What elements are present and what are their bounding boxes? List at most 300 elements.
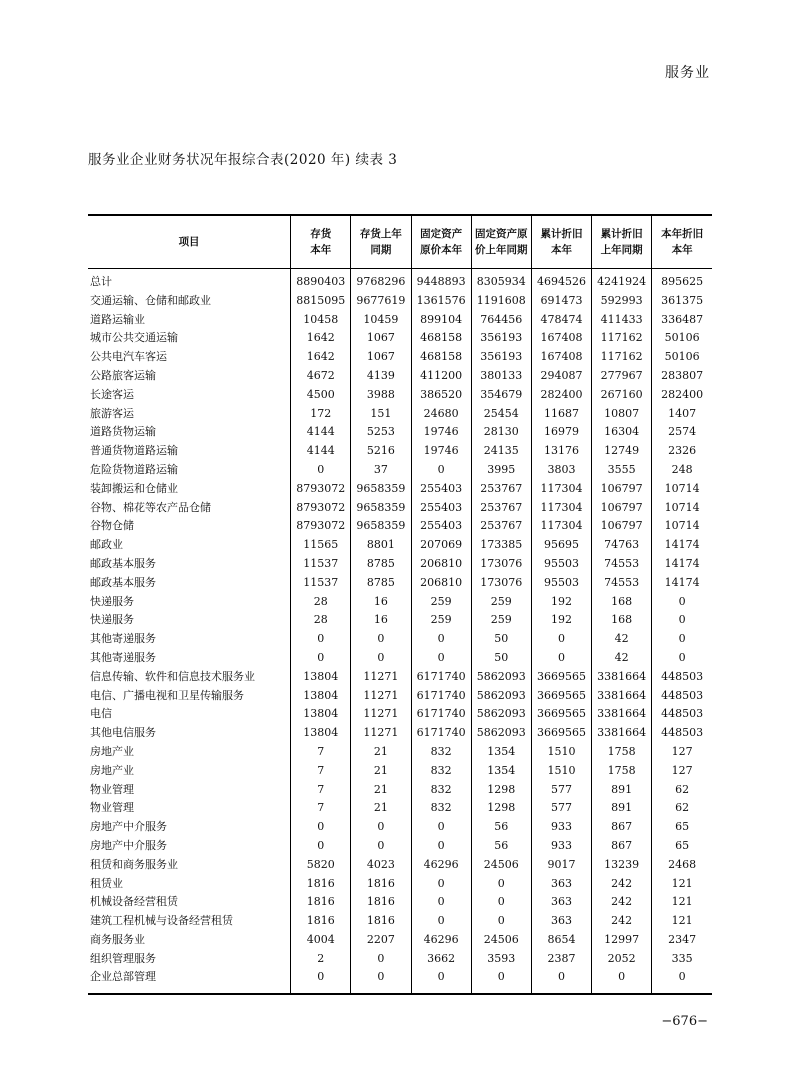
table-cell: 7 bbox=[291, 762, 351, 781]
table-cell: 11271 bbox=[351, 687, 411, 706]
column-header-line: 本年折旧 bbox=[661, 228, 704, 240]
table-row bbox=[88, 931, 712, 950]
table-row bbox=[88, 893, 712, 912]
table-cell: 6171740 bbox=[411, 724, 471, 743]
table-cell: 9658359 bbox=[351, 517, 411, 536]
table-cell: 3555 bbox=[592, 461, 652, 480]
table-cell: 277967 bbox=[592, 367, 652, 386]
table-cell: 1816 bbox=[351, 893, 411, 912]
table-cell: 5820 bbox=[291, 856, 351, 875]
row-label: 房地产业 bbox=[90, 744, 134, 758]
column-header bbox=[411, 215, 471, 269]
table-cell: 3381664 bbox=[592, 724, 652, 743]
table-cell: 5253 bbox=[351, 423, 411, 442]
table-row bbox=[88, 292, 712, 311]
table-cell: 3662 bbox=[411, 950, 471, 969]
table-cell: 168 bbox=[592, 611, 652, 630]
table-cell: 74553 bbox=[592, 555, 652, 574]
table-cell: 255403 bbox=[411, 517, 471, 536]
column-header-line: 存货 bbox=[310, 228, 332, 240]
table-cell: 168 bbox=[592, 593, 652, 612]
table-cell: 933 bbox=[531, 818, 591, 837]
table-cell: 448503 bbox=[652, 724, 712, 743]
table-cell: 0 bbox=[411, 630, 471, 649]
row-label: 公共电汽车客运 bbox=[90, 350, 167, 364]
table-cell: 356193 bbox=[471, 329, 531, 348]
table-cell: 127 bbox=[652, 743, 712, 762]
table-cell: 46296 bbox=[411, 856, 471, 875]
table-cell: 0 bbox=[351, 630, 411, 649]
table-cell: 11537 bbox=[291, 555, 351, 574]
row-label: 快递服务 bbox=[90, 613, 134, 627]
table-cell: 3669565 bbox=[531, 668, 591, 687]
table-cell: 13804 bbox=[291, 724, 351, 743]
table-cell: 9658359 bbox=[351, 499, 411, 518]
table-cell: 192 bbox=[531, 593, 591, 612]
table-row bbox=[88, 856, 712, 875]
table-cell: 577 bbox=[531, 799, 591, 818]
table-cell: 3669565 bbox=[531, 705, 591, 724]
table-row bbox=[88, 517, 712, 536]
row-label: 租赁和商务服务业 bbox=[90, 857, 178, 871]
table-cell: 248 bbox=[652, 461, 712, 480]
table-cell: 65 bbox=[652, 818, 712, 837]
table-cell: 0 bbox=[531, 649, 591, 668]
table-cell: 0 bbox=[531, 630, 591, 649]
table-cell: 10807 bbox=[592, 405, 652, 424]
table-cell: 8793072 bbox=[291, 480, 351, 499]
table-cell: 12997 bbox=[592, 931, 652, 950]
table-cell: 117304 bbox=[531, 499, 591, 518]
table-cell: 832 bbox=[411, 781, 471, 800]
table-cell: 0 bbox=[411, 649, 471, 668]
table-cell: 933 bbox=[531, 837, 591, 856]
table-cell: 24506 bbox=[471, 856, 531, 875]
table-cell: 117162 bbox=[592, 348, 652, 367]
table-cell: 1510 bbox=[531, 743, 591, 762]
table-cell: 2574 bbox=[652, 423, 712, 442]
table-cell: 13804 bbox=[291, 668, 351, 687]
table-row bbox=[88, 687, 712, 706]
table-cell: 411200 bbox=[411, 367, 471, 386]
table-cell: 16304 bbox=[592, 423, 652, 442]
table-row bbox=[88, 649, 712, 668]
table-cell: 282400 bbox=[531, 386, 591, 405]
table-cell: 468158 bbox=[411, 329, 471, 348]
table-cell: 8793072 bbox=[291, 499, 351, 518]
table-cell: 0 bbox=[411, 818, 471, 837]
table-cell: 19746 bbox=[411, 442, 471, 461]
table-cell: 259 bbox=[471, 611, 531, 630]
row-label: 装卸搬运和仓储业 bbox=[90, 481, 178, 495]
table-cell: 1816 bbox=[351, 875, 411, 894]
table-row bbox=[88, 781, 712, 800]
table-cell: 2387 bbox=[531, 950, 591, 969]
table-cell: 10714 bbox=[652, 517, 712, 536]
table-row bbox=[88, 875, 712, 894]
table-cell: 10459 bbox=[351, 311, 411, 330]
table-cell: 1067 bbox=[351, 348, 411, 367]
table-cell: 21 bbox=[351, 799, 411, 818]
page-header: 服务业 bbox=[665, 65, 710, 81]
column-header bbox=[592, 215, 652, 269]
table-cell: 2326 bbox=[652, 442, 712, 461]
table-row bbox=[88, 499, 712, 518]
table-cell: 56 bbox=[471, 837, 531, 856]
table-cell: 4672 bbox=[291, 367, 351, 386]
table-cell: 5862093 bbox=[471, 687, 531, 706]
table-cell: 0 bbox=[652, 593, 712, 612]
table-cell: 2207 bbox=[351, 931, 411, 950]
table-row bbox=[88, 480, 712, 499]
table-cell: 0 bbox=[351, 950, 411, 969]
table-cell: 0 bbox=[291, 818, 351, 837]
table-cell: 3995 bbox=[471, 461, 531, 480]
row-label: 企业总部管理 bbox=[90, 970, 156, 984]
table-cell: 283807 bbox=[652, 367, 712, 386]
table-cell: 255403 bbox=[411, 480, 471, 499]
table-cell: 2052 bbox=[592, 950, 652, 969]
table-cell: 4139 bbox=[351, 367, 411, 386]
table-cell: 50106 bbox=[652, 348, 712, 367]
table-cell: 0 bbox=[411, 837, 471, 856]
table-cell: 242 bbox=[592, 912, 652, 931]
table-row bbox=[88, 630, 712, 649]
table-cell: 4023 bbox=[351, 856, 411, 875]
column-header-line: 存货上年 bbox=[359, 228, 402, 240]
table-row bbox=[88, 423, 712, 442]
table-cell: 42 bbox=[592, 649, 652, 668]
table-row bbox=[88, 743, 712, 762]
table-cell: 0 bbox=[351, 649, 411, 668]
table-cell: 46296 bbox=[411, 931, 471, 950]
table-cell: 867 bbox=[592, 837, 652, 856]
table-cell: 0 bbox=[471, 968, 531, 994]
table-cell: 0 bbox=[592, 968, 652, 994]
column-header-line: 本年 bbox=[550, 244, 572, 256]
table-cell: 3669565 bbox=[531, 687, 591, 706]
table-row bbox=[88, 724, 712, 743]
table-cell: 10458 bbox=[291, 311, 351, 330]
table-cell: 167408 bbox=[531, 348, 591, 367]
table-cell: 10714 bbox=[652, 480, 712, 499]
table-cell: 386520 bbox=[411, 386, 471, 405]
table-cell: 8890403 bbox=[291, 269, 351, 292]
row-label: 租赁业 bbox=[90, 876, 123, 890]
table-cell: 24506 bbox=[471, 931, 531, 950]
table-row bbox=[88, 574, 712, 593]
table-cell: 74763 bbox=[592, 536, 652, 555]
table-cell: 1067 bbox=[351, 329, 411, 348]
table-cell: 4144 bbox=[291, 442, 351, 461]
row-label: 建筑工程机械与设备经营租赁 bbox=[90, 914, 233, 928]
table-cell: 2 bbox=[291, 950, 351, 969]
table-cell: 2468 bbox=[652, 856, 712, 875]
row-label: 道路运输业 bbox=[90, 312, 145, 326]
table-cell: 7 bbox=[291, 743, 351, 762]
table-cell: 5862093 bbox=[471, 705, 531, 724]
row-label: 城市公共交通运输 bbox=[90, 331, 178, 345]
table-cell: 8305934 bbox=[471, 269, 531, 292]
table-cell: 354679 bbox=[471, 386, 531, 405]
table-cell: 242 bbox=[592, 893, 652, 912]
row-label: 房地产业 bbox=[90, 763, 134, 777]
row-label: 普通货物道路运输 bbox=[90, 444, 178, 458]
table-cell: 253767 bbox=[471, 480, 531, 499]
table-cell: 16 bbox=[351, 611, 411, 630]
table-cell: 16979 bbox=[531, 423, 591, 442]
table-cell: 0 bbox=[652, 649, 712, 668]
table-cell: 127 bbox=[652, 762, 712, 781]
table-cell: 121 bbox=[652, 893, 712, 912]
table-cell: 3803 bbox=[531, 461, 591, 480]
table-cell: 11537 bbox=[291, 574, 351, 593]
table-cell: 42 bbox=[592, 630, 652, 649]
table-cell: 56 bbox=[471, 818, 531, 837]
table-row bbox=[88, 762, 712, 781]
row-label: 电信 bbox=[90, 707, 112, 721]
table-cell: 5216 bbox=[351, 442, 411, 461]
table-cell: 8654 bbox=[531, 931, 591, 950]
table-cell: 6171740 bbox=[411, 668, 471, 687]
table-cell: 95695 bbox=[531, 536, 591, 555]
row-label: 物业管理 bbox=[90, 782, 134, 796]
table-cell: 1642 bbox=[291, 329, 351, 348]
table-cell: 3988 bbox=[351, 386, 411, 405]
table-row bbox=[88, 968, 712, 994]
table-cell: 62 bbox=[652, 799, 712, 818]
row-label: 其他电信服务 bbox=[90, 726, 156, 740]
table-cell: 95503 bbox=[531, 574, 591, 593]
table-cell: 117304 bbox=[531, 517, 591, 536]
table-cell: 65 bbox=[652, 837, 712, 856]
table-cell: 25454 bbox=[471, 405, 531, 424]
table-title: 服务业企业财务状况年报综合表(2020 年) 续表 3 bbox=[88, 152, 398, 168]
row-label: 商务服务业 bbox=[90, 932, 145, 946]
table-cell: 1298 bbox=[471, 799, 531, 818]
table-cell: 16 bbox=[351, 593, 411, 612]
column-header bbox=[652, 215, 712, 269]
column-header-line: 上年同期 bbox=[600, 244, 643, 256]
table-cell: 1816 bbox=[291, 893, 351, 912]
table-cell: 13176 bbox=[531, 442, 591, 461]
table-cell: 4241924 bbox=[592, 269, 652, 292]
table-cell: 24135 bbox=[471, 442, 531, 461]
table-row bbox=[88, 329, 712, 348]
column-header-line: 原价本年 bbox=[420, 244, 463, 256]
table-cell: 0 bbox=[291, 649, 351, 668]
column-header bbox=[471, 215, 531, 269]
table-cell: 3381664 bbox=[592, 705, 652, 724]
table-cell: 21 bbox=[351, 762, 411, 781]
table-cell: 0 bbox=[351, 837, 411, 856]
table-cell: 7 bbox=[291, 799, 351, 818]
table-row bbox=[88, 950, 712, 969]
table-cell: 28 bbox=[291, 593, 351, 612]
table-cell: 363 bbox=[531, 912, 591, 931]
table-cell: 4144 bbox=[291, 423, 351, 442]
table-cell: 592993 bbox=[592, 292, 652, 311]
table-cell: 8793072 bbox=[291, 517, 351, 536]
table-cell: 4694526 bbox=[531, 269, 591, 292]
table-row bbox=[88, 912, 712, 931]
table-cell: 13804 bbox=[291, 687, 351, 706]
table-cell: 121 bbox=[652, 875, 712, 894]
table-cell: 2347 bbox=[652, 931, 712, 950]
table-cell: 253767 bbox=[471, 499, 531, 518]
table-cell: 259 bbox=[411, 593, 471, 612]
table-cell: 151 bbox=[351, 405, 411, 424]
table-cell: 0 bbox=[291, 461, 351, 480]
table-cell: 8785 bbox=[351, 574, 411, 593]
table-cell: 1361576 bbox=[411, 292, 471, 311]
column-header-line: 价上年同期 bbox=[475, 244, 528, 256]
table-row bbox=[88, 442, 712, 461]
table-cell: 117304 bbox=[531, 480, 591, 499]
table-cell: 0 bbox=[291, 630, 351, 649]
column-header-line: 本年 bbox=[310, 244, 332, 256]
table-cell: 106797 bbox=[592, 517, 652, 536]
table-row bbox=[88, 611, 712, 630]
table-cell: 336487 bbox=[652, 311, 712, 330]
row-label: 其他寄递服务 bbox=[90, 650, 156, 664]
table-cell: 259 bbox=[411, 611, 471, 630]
row-label: 公路旅客运输 bbox=[90, 368, 156, 382]
table-cell: 192 bbox=[531, 611, 591, 630]
table-row bbox=[88, 405, 712, 424]
table-cell: 12749 bbox=[592, 442, 652, 461]
table-cell: 206810 bbox=[411, 574, 471, 593]
table-cell: 335 bbox=[652, 950, 712, 969]
table-cell: 577 bbox=[531, 781, 591, 800]
row-label: 邮政基本服务 bbox=[90, 575, 156, 589]
table-cell: 95503 bbox=[531, 555, 591, 574]
table-cell: 10714 bbox=[652, 499, 712, 518]
table-cell: 1758 bbox=[592, 743, 652, 762]
table-cell: 9658359 bbox=[351, 480, 411, 499]
row-label: 房地产中介服务 bbox=[90, 820, 167, 834]
table-cell: 50 bbox=[471, 630, 531, 649]
table-cell: 6171740 bbox=[411, 705, 471, 724]
table-cell: 832 bbox=[411, 762, 471, 781]
table-cell: 0 bbox=[411, 875, 471, 894]
table-cell: 1642 bbox=[291, 348, 351, 367]
table-cell: 28 bbox=[291, 611, 351, 630]
table-cell: 478474 bbox=[531, 311, 591, 330]
row-label: 谷物仓储 bbox=[90, 519, 134, 533]
table-cell: 448503 bbox=[652, 668, 712, 687]
table-cell: 0 bbox=[291, 837, 351, 856]
row-label: 道路货物运输 bbox=[90, 425, 156, 439]
column-header bbox=[291, 215, 351, 269]
table-cell: 0 bbox=[411, 912, 471, 931]
table-cell: 891 bbox=[592, 799, 652, 818]
table-cell: 361375 bbox=[652, 292, 712, 311]
table-row bbox=[88, 668, 712, 687]
table-row bbox=[88, 348, 712, 367]
table-body bbox=[88, 269, 712, 995]
table-cell: 0 bbox=[291, 968, 351, 994]
table-cell: 1354 bbox=[471, 762, 531, 781]
table-cell: 4500 bbox=[291, 386, 351, 405]
table-cell: 0 bbox=[471, 912, 531, 931]
table-cell: 0 bbox=[411, 461, 471, 480]
table-cell: 1816 bbox=[291, 875, 351, 894]
table-cell: 24680 bbox=[411, 405, 471, 424]
table-cell: 1510 bbox=[531, 762, 591, 781]
row-label: 谷物、棉花等农产品仓储 bbox=[90, 500, 211, 514]
table-cell: 3669565 bbox=[531, 724, 591, 743]
table-cell: 253767 bbox=[471, 517, 531, 536]
table-row bbox=[88, 269, 712, 292]
table-row bbox=[88, 386, 712, 405]
table-cell: 28130 bbox=[471, 423, 531, 442]
table-cell: 411433 bbox=[592, 311, 652, 330]
table-cell: 9017 bbox=[531, 856, 591, 875]
table-cell: 173385 bbox=[471, 536, 531, 555]
row-label: 交通运输、仓储和邮政业 bbox=[90, 293, 211, 307]
table-row bbox=[88, 799, 712, 818]
page-number: −676− bbox=[661, 1014, 708, 1029]
table-cell: 167408 bbox=[531, 329, 591, 348]
table-cell: 11565 bbox=[291, 536, 351, 555]
table-cell: 899104 bbox=[411, 311, 471, 330]
table-row bbox=[88, 818, 712, 837]
table-cell: 50 bbox=[471, 649, 531, 668]
table-row bbox=[88, 555, 712, 574]
table-cell: 8815095 bbox=[291, 292, 351, 311]
table-cell: 282400 bbox=[652, 386, 712, 405]
column-header bbox=[531, 215, 591, 269]
table-cell: 0 bbox=[652, 611, 712, 630]
table-cell: 832 bbox=[411, 799, 471, 818]
row-label: 其他寄递服务 bbox=[90, 632, 156, 646]
table-cell: 0 bbox=[411, 968, 471, 994]
table-row bbox=[88, 536, 712, 555]
row-label: 邮政业 bbox=[90, 538, 123, 552]
column-header-line: 本年 bbox=[671, 244, 693, 256]
table-cell: 468158 bbox=[411, 348, 471, 367]
row-label: 组织管理服务 bbox=[90, 951, 156, 965]
table-cell: 14174 bbox=[652, 555, 712, 574]
table-cell: 7 bbox=[291, 781, 351, 800]
row-label: 总计 bbox=[90, 275, 112, 288]
table-cell: 8785 bbox=[351, 555, 411, 574]
table-cell: 8801 bbox=[351, 536, 411, 555]
table-cell: 0 bbox=[471, 893, 531, 912]
table-cell: 259 bbox=[471, 593, 531, 612]
table-cell: 3381664 bbox=[592, 668, 652, 687]
table-row bbox=[88, 837, 712, 856]
table-row bbox=[88, 461, 712, 480]
table-row bbox=[88, 593, 712, 612]
table-cell: 867 bbox=[592, 818, 652, 837]
table-cell: 1298 bbox=[471, 781, 531, 800]
table-cell: 1407 bbox=[652, 405, 712, 424]
table-row bbox=[88, 705, 712, 724]
table-cell: 14174 bbox=[652, 536, 712, 555]
table-cell: 11271 bbox=[351, 668, 411, 687]
table-cell: 3593 bbox=[471, 950, 531, 969]
table-cell: 4004 bbox=[291, 931, 351, 950]
table-cell: 9768296 bbox=[351, 269, 411, 292]
column-header bbox=[351, 215, 411, 269]
column-header-line: 累计折旧 bbox=[540, 228, 583, 240]
row-label: 机械设备经营租赁 bbox=[90, 895, 178, 909]
table-cell: 0 bbox=[471, 875, 531, 894]
table-row bbox=[88, 367, 712, 386]
table-cell: 74553 bbox=[592, 574, 652, 593]
